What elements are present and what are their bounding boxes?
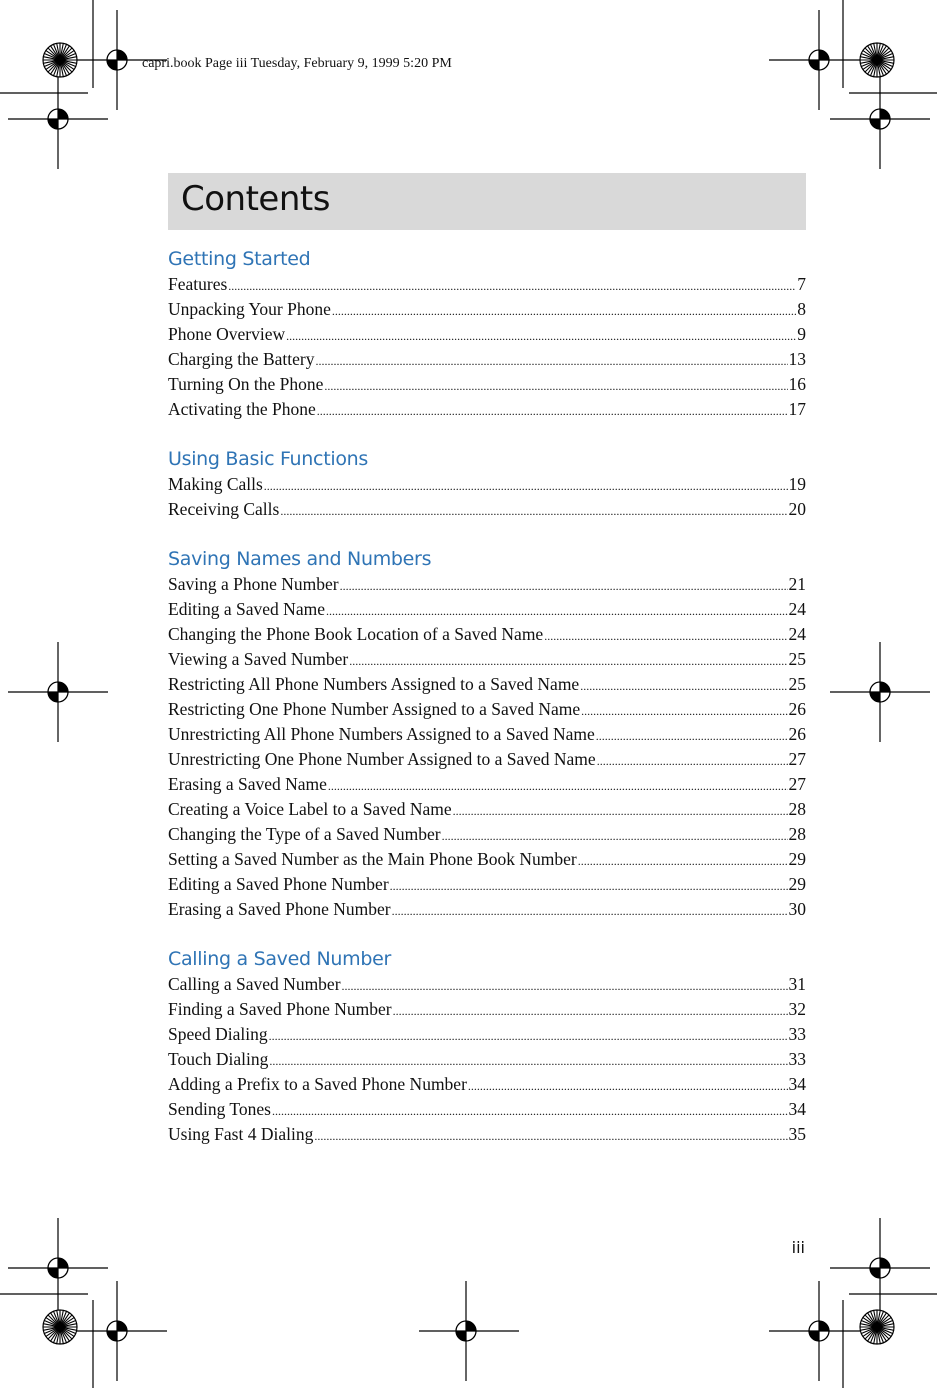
dot-leader (228, 274, 796, 299)
toc-entry-label: Phone Overview (168, 324, 286, 344)
toc-entry-label: Creating a Voice Label to a Saved Name (168, 799, 452, 819)
toc-entry-label: Changing the Phone Book Location of a Saved Name (168, 624, 544, 644)
toc-entry-page: 20 (788, 499, 806, 519)
toc-entry-page: 26 (788, 699, 806, 719)
dot-leader (342, 974, 788, 999)
toc-entry-label: Erasing a Saved Phone Number (168, 899, 391, 919)
toc-entry[interactable] (168, 597, 806, 622)
toc-entry[interactable] (168, 697, 806, 722)
dot-leader (596, 724, 788, 749)
section-title: Saving Names and Numbers (168, 548, 432, 570)
toc-entry[interactable] (168, 1022, 806, 1047)
toc-entry[interactable] (168, 1047, 806, 1072)
toc-entry-label: Receiving Calls (168, 499, 280, 519)
toc-entry-label: Erasing a Saved Name (168, 774, 327, 794)
toc-entry-label: Sending Tones (168, 1099, 271, 1119)
toc-entry[interactable] (168, 572, 806, 597)
toc-entry-page: 28 (788, 824, 806, 844)
toc-entry-label: Finding a Saved Phone Number (168, 999, 392, 1019)
toc-entry[interactable] (168, 397, 806, 422)
toc-entry[interactable] (168, 497, 806, 522)
dot-leader (324, 374, 787, 399)
section-title: Getting Started (168, 248, 311, 270)
toc-entry-page: 24 (788, 624, 806, 644)
toc-entry-label: Calling a Saved Number (168, 974, 341, 994)
print-header-note: capri.book Page iii Tuesday, February 9, 1999 5:20 PM (142, 56, 452, 71)
dot-leader (317, 399, 788, 424)
dot-leader (578, 849, 788, 874)
dot-leader (349, 649, 787, 674)
toc-entry-page: 26 (788, 724, 806, 744)
toc-entry-page: 35 (788, 1124, 806, 1144)
toc-entry-label: Turning On the Phone (168, 374, 324, 394)
dot-leader (580, 674, 787, 699)
dot-leader (597, 749, 788, 774)
toc-entry[interactable] (168, 322, 806, 347)
toc-entry-label: Using Fast 4 Dialing (168, 1124, 314, 1144)
dot-leader (315, 349, 787, 374)
dot-leader (269, 1024, 788, 1049)
toc-entry[interactable] (168, 272, 806, 297)
toc-entry-label: Setting a Saved Number as the Main Phone Book Number (168, 849, 577, 869)
toc-entry[interactable] (168, 747, 806, 772)
toc-entry-page: 25 (788, 674, 806, 694)
toc-entry-label: Features (168, 274, 228, 294)
toc-entry-page: 34 (788, 1074, 806, 1094)
dot-leader (340, 574, 788, 599)
dot-leader (468, 1074, 788, 1099)
toc-entry-page: 8 (797, 299, 806, 319)
toc-entry[interactable] (168, 1122, 806, 1147)
dot-leader (453, 799, 788, 824)
toc-entry-label: Adding a Prefix to a Saved Phone Number (168, 1074, 467, 1094)
toc-entry-page: 33 (788, 1049, 806, 1069)
toc-entry[interactable] (168, 372, 806, 397)
dot-leader (264, 474, 788, 499)
toc-entry-page: 31 (788, 974, 806, 994)
toc-entry-page: 13 (788, 349, 806, 369)
dot-leader (328, 774, 788, 799)
toc-entry-page: 33 (788, 1024, 806, 1044)
toc-entry-page: 30 (788, 899, 806, 919)
toc-entry-label: Charging the Battery (168, 349, 315, 369)
toc-entry[interactable] (168, 772, 806, 797)
dot-leader (286, 324, 796, 349)
toc-section (168, 946, 806, 1147)
toc-entry[interactable] (168, 647, 806, 672)
toc-entry-page: 9 (797, 324, 806, 344)
toc-entry-label: Changing the Type of a Saved Number (168, 824, 441, 844)
dot-leader (544, 624, 787, 649)
toc-entry[interactable] (168, 972, 806, 997)
toc-entry-page: 24 (788, 599, 806, 619)
dot-leader (581, 699, 787, 724)
toc-entry[interactable] (168, 872, 806, 897)
toc-entry-label: Editing a Saved Name (168, 599, 325, 619)
toc-entry-page: 27 (788, 774, 806, 794)
toc-entry-label: Unpacking Your Phone (168, 299, 331, 319)
dot-leader (269, 1049, 787, 1074)
toc-section (168, 246, 806, 422)
dot-leader (392, 899, 788, 924)
toc-entry[interactable] (168, 1072, 806, 1097)
toc-entry-page: 32 (788, 999, 806, 1019)
toc-entry[interactable] (168, 822, 806, 847)
dot-leader (280, 499, 787, 524)
toc-entry[interactable] (168, 847, 806, 872)
toc-entry[interactable] (168, 622, 806, 647)
toc-entry-page: 28 (788, 799, 806, 819)
dot-leader (390, 874, 788, 899)
toc-entry-page: 7 (797, 274, 806, 294)
page-title: Contents (181, 179, 330, 219)
toc-entry-label: Activating the Phone (168, 399, 316, 419)
section-title: Calling a Saved Number (168, 948, 392, 970)
toc-entry[interactable] (168, 897, 806, 922)
toc-entry-page: 19 (788, 474, 806, 494)
toc-entry-page: 27 (788, 749, 806, 769)
toc-entry-label: Making Calls (168, 474, 263, 494)
toc-entry-page: 29 (788, 874, 806, 894)
toc-entry-label: Touch Dialing (168, 1049, 269, 1069)
toc-entry[interactable] (168, 722, 806, 747)
toc-entry-label: Speed Dialing (168, 1024, 268, 1044)
dot-leader (272, 1099, 788, 1124)
page-number: iii (791, 1238, 805, 1257)
toc-entry[interactable] (168, 297, 806, 322)
dot-leader (314, 1124, 787, 1149)
toc-entry-label: Restricting All Phone Numbers Assigned to a Saved Name (168, 674, 580, 694)
dot-leader (332, 299, 796, 324)
toc-entry[interactable] (168, 672, 806, 697)
toc-entry-page: 25 (788, 649, 806, 669)
toc-entry[interactable] (168, 797, 806, 822)
toc-entry-label: Unrestricting One Phone Number Assigned to a Saved Name (168, 749, 596, 769)
dot-leader (326, 599, 788, 624)
toc-entry-page: 16 (788, 374, 806, 394)
toc-entry[interactable] (168, 472, 806, 497)
toc-entry-label: Unrestricting All Phone Numbers Assigned to a Saved Name (168, 724, 595, 744)
toc-entry[interactable] (168, 1097, 806, 1122)
section-title: Using Basic Functions (168, 448, 368, 470)
toc-entry-label: Viewing a Saved Number (168, 649, 349, 669)
dot-leader (393, 999, 788, 1024)
toc-entry-page: 29 (788, 849, 806, 869)
toc-entry-page: 34 (788, 1099, 806, 1119)
toc-entry-page: 17 (788, 399, 806, 419)
table-of-contents (168, 246, 806, 1171)
toc-entry-label: Saving a Phone Number (168, 574, 339, 594)
toc-entry[interactable] (168, 347, 806, 372)
contents-title-bar (168, 173, 806, 230)
toc-section (168, 546, 806, 922)
toc-entry-label: Editing a Saved Phone Number (168, 874, 389, 894)
toc-section (168, 446, 806, 522)
toc-entry-label: Restricting One Phone Number Assigned to a Saved Name (168, 699, 581, 719)
toc-entry[interactable] (168, 997, 806, 1022)
toc-entry-page: 21 (788, 574, 806, 594)
dot-leader (442, 824, 788, 849)
